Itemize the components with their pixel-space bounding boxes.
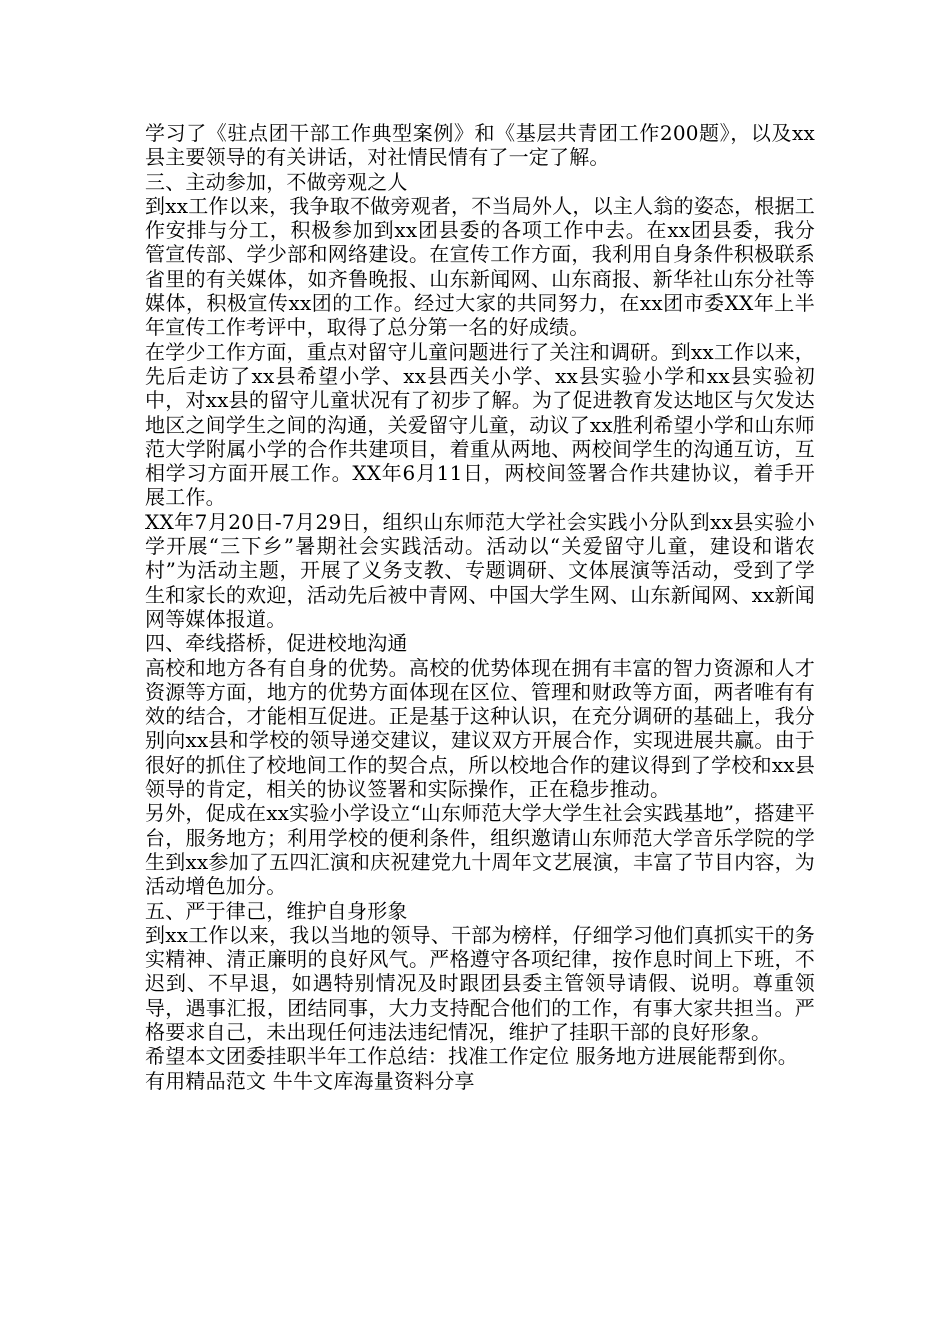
section-heading-4: 四、牵线搭桥，促进校地沟通 xyxy=(145,631,408,656)
paragraph-closing: 希望本文团委挂职半年工作总结：找准工作定位 服务地方进展能帮到你。 xyxy=(145,1044,798,1069)
paragraph-school-local-cooperation: 高校和地方各有自身的优势。高校的优势体现在拥有丰富的智力资源和人才资源等方面，地方的优势方面体现在区位、管理和财政等方面，两者唯有有效的结合，才能相互促进。正是基于这种认识，在充分调研的基础上，我分别向xx县和学校的领导递交建议，建议双方开展合作，实现进展共赢。由于很好的抓住了校地间工作的契合点，所以校地合作的建议得到了学校和xx县领导的肯定，相关的协议签署和实际操作，正在稳步推动。 xyxy=(145,655,815,802)
paragraph-youth-work: 在学少工作方面，重点对留守儿童问题进行了关注和调研。到xx工作以来，先后走访了xx县希望小学、xx县西关小学、xx县实验小学和xx县实验初中，对xx县的留守儿童状况有了初步了解。为了促进教育发达地区与欠发达地区之间学生之间的沟通，关爱留守儿童，动议了xx胜利希望小学和山东师范大学附属小学的合作共建项目，着重从两地、两校间学生的沟通互访，互相学习方面开展工作。XX年6月11日，两校间签署合作共建协议，着手开展工作。 xyxy=(145,339,815,510)
section-heading-5: 五、严于律己，维护自身形象 xyxy=(145,898,408,923)
paragraph-practice-base: 另外，促成在xx实验小学设立“山东师范大学大学生社会实践基地”，搭建平台，服务地方；利用学校的便利条件，组织邀请山东师范大学音乐学院的学生到xx参加了五四汇演和庆祝建党九十周年文艺展演，丰富了节目内容，为活动增色加分。 xyxy=(145,801,816,899)
footer-note: 有用精品范文 牛牛文库海量资料分享 xyxy=(145,1068,475,1093)
paragraph-self-discipline: 到xx工作以来，我以当地的领导、干部为榜样，仔细学习他们真抓实干的务实精神、清正廉明的良好风气。严格遵守各项纪律，按作息时间上下班，不迟到、不早退，如遇特别情况及时跟团县委主管领导请假、说明。尊重领导，遇事汇报，团结同事，大力支持配合他们的工作，有事大家共担当。严格要求自己，未出现任何违法违纪情况，维护了挂职干部的良好形象。 xyxy=(145,922,815,1044)
document-body xyxy=(145,121,815,1093)
paragraph-intro-continuation: 学习了《驻点团干部工作典型案例》和《基层共青团工作200题》，以及xx县主要领导的有关讲话，对社情民情有了一定了解。 xyxy=(145,121,815,170)
paragraph-summer-practice: XX年7月20日-7月29日，组织山东师范大学社会实践小分队到xx县实验小学开展“三下乡”暑期社会实践活动。活动以“关爱留守儿童，建设和谐农村”为活动主题，开展了义务支教、专题调研、文体展演等活动，受到了学生和家长的欢迎，活动先后被中青网、中国大学生网、山东新闻网、xx新闻网等媒体报道。 xyxy=(145,509,815,631)
section-heading-3: 三、主动参加，不做旁观之人 xyxy=(145,169,408,194)
paragraph-publicity-work: 到xx工作以来，我争取不做旁观者，不当局外人，以主人翁的姿态，根据工作安排与分工，积极参加到xx团县委的各项工作中去。在xx团县委，我分管宣传部、学少部和网络建设。在宣传工作方面，我利用自身条件积极联系省里的有关媒体，如齐鲁晚报、山东新闻网、山东商报、新华社山东分社等媒体，积极宣传xx团的工作。经过大家的共同努力，在xx团市委XX年上半年宣传工作考评中，取得了总分第一名的好成绩。 xyxy=(145,193,815,340)
